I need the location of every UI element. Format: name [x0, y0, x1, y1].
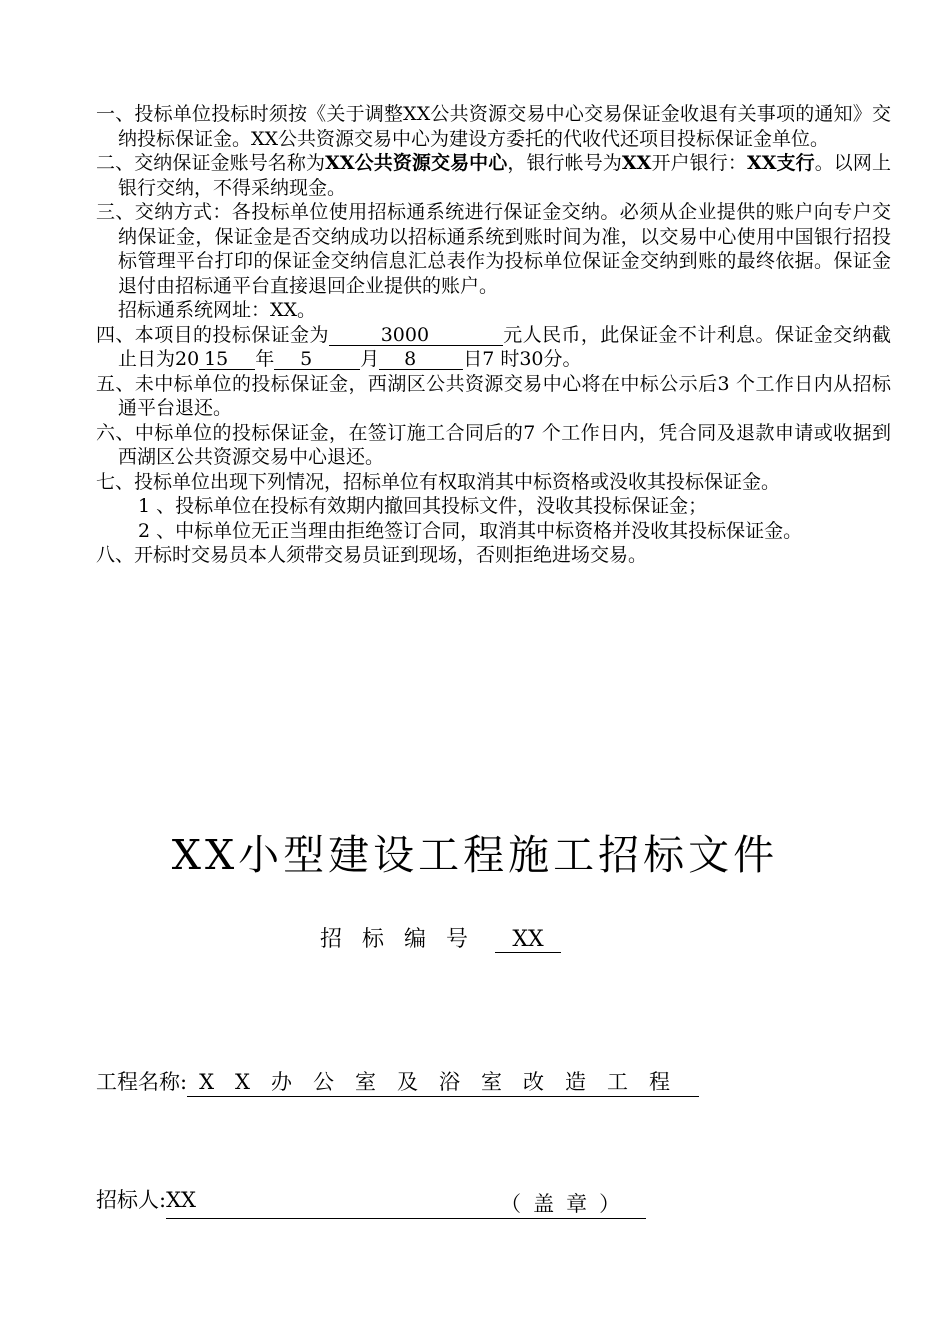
deadline-day: 8 [379, 349, 463, 370]
document-title: XX小型建设工程施工招标文件 [171, 831, 779, 879]
account-name: XX公共资源交易中心 [325, 152, 508, 174]
project-name-label: 工程名称: [96, 1070, 188, 1094]
bank-name: XX支行 [746, 152, 815, 174]
notice-item-2: 二、交纳保证金账号名称为XX公共资源交易中心，银行帐号为XX开户银行：XX支行。以网上银行交纳，不得采纳现金。 [96, 152, 891, 199]
seal-note: （盖章） [500, 1192, 633, 1216]
deadline-month: 5 [274, 349, 360, 370]
tenderer-row [96, 1184, 646, 1219]
deadline-year: 15 [199, 349, 255, 370]
account-number: XX [621, 152, 652, 174]
system-url-line: 招标通系统网址：XX。 [118, 299, 317, 321]
notice-item-4: 四、本项目的投标保证金为 3000 元人民币，此保证金不计利息。保证金交纳截止日为20 15 年 5 月 8 日7 时30分。 [96, 323, 891, 370]
notice-subitem-7-2: 2 、中标单位无正当理由拒绝签订合同，取消其中标资格并没收其投标保证金。 [138, 519, 803, 542]
tender-code-label: 招标编号 [320, 927, 489, 952]
notice-item-3: 三、交纳方式：各投标单位使用招标通系统进行保证金交纳。必须从企业提供的账户向专户交纳保证金，保证金是否交纳成功以招标通系统到账时间为准，以交易中心使用中国银行招投标管理平台打印的保证金交纳信息汇总表作为投标单位保证金交纳到账的最终依据。保证金退付由招标通平台直接退回企业提供的账户。 [96, 201, 891, 297]
notice-item-1: 一、投标单位投标时须按《关于调整XX公共资源交易中心交易保证金收退有关事项的通知》交纳投标保证金。XX公共资源交易中心为建设方委托的代收代还项目投标保证金单位。 [96, 103, 891, 150]
tenderer-value: XX [166, 1188, 196, 1212]
notice-item-5: 五、未中标单位的投标保证金，西湖区公共资源交易中心将在中标公示后3 个工作日内从招标通平台退还。 [96, 372, 891, 419]
notice-item-7: 七、投标单位出现下列情况，招标单位有权取消其中标资格或没收其投标保证金。 [96, 470, 781, 493]
tenderer-value-line [166, 1188, 646, 1219]
notice-item-8: 八、开标时交易员本人须带交易员证到现场，否则拒绝进场交易。 [96, 544, 648, 566]
project-name-value: XX办公室及浴室改造工程 [187, 1066, 699, 1097]
notice-item-6: 六、中标单位的投标保证金，在签订施工合同后的7 个工作日内，凭合同及退款申请或收据到西湖区公共资源交易中心退还。 [96, 421, 891, 468]
bid-bond-notice [96, 102, 891, 568]
project-name-row [96, 1066, 699, 1097]
tenderer-label: 招标人: [96, 1188, 167, 1212]
bond-amount: 3000 [329, 325, 503, 346]
notice-subitem-7-1: 1 、投标单位在投标有效期内撤回其投标文件，没收其投标保证金； [138, 495, 708, 517]
tender-code-value: XX [495, 927, 561, 953]
tender-code-row [320, 922, 561, 953]
